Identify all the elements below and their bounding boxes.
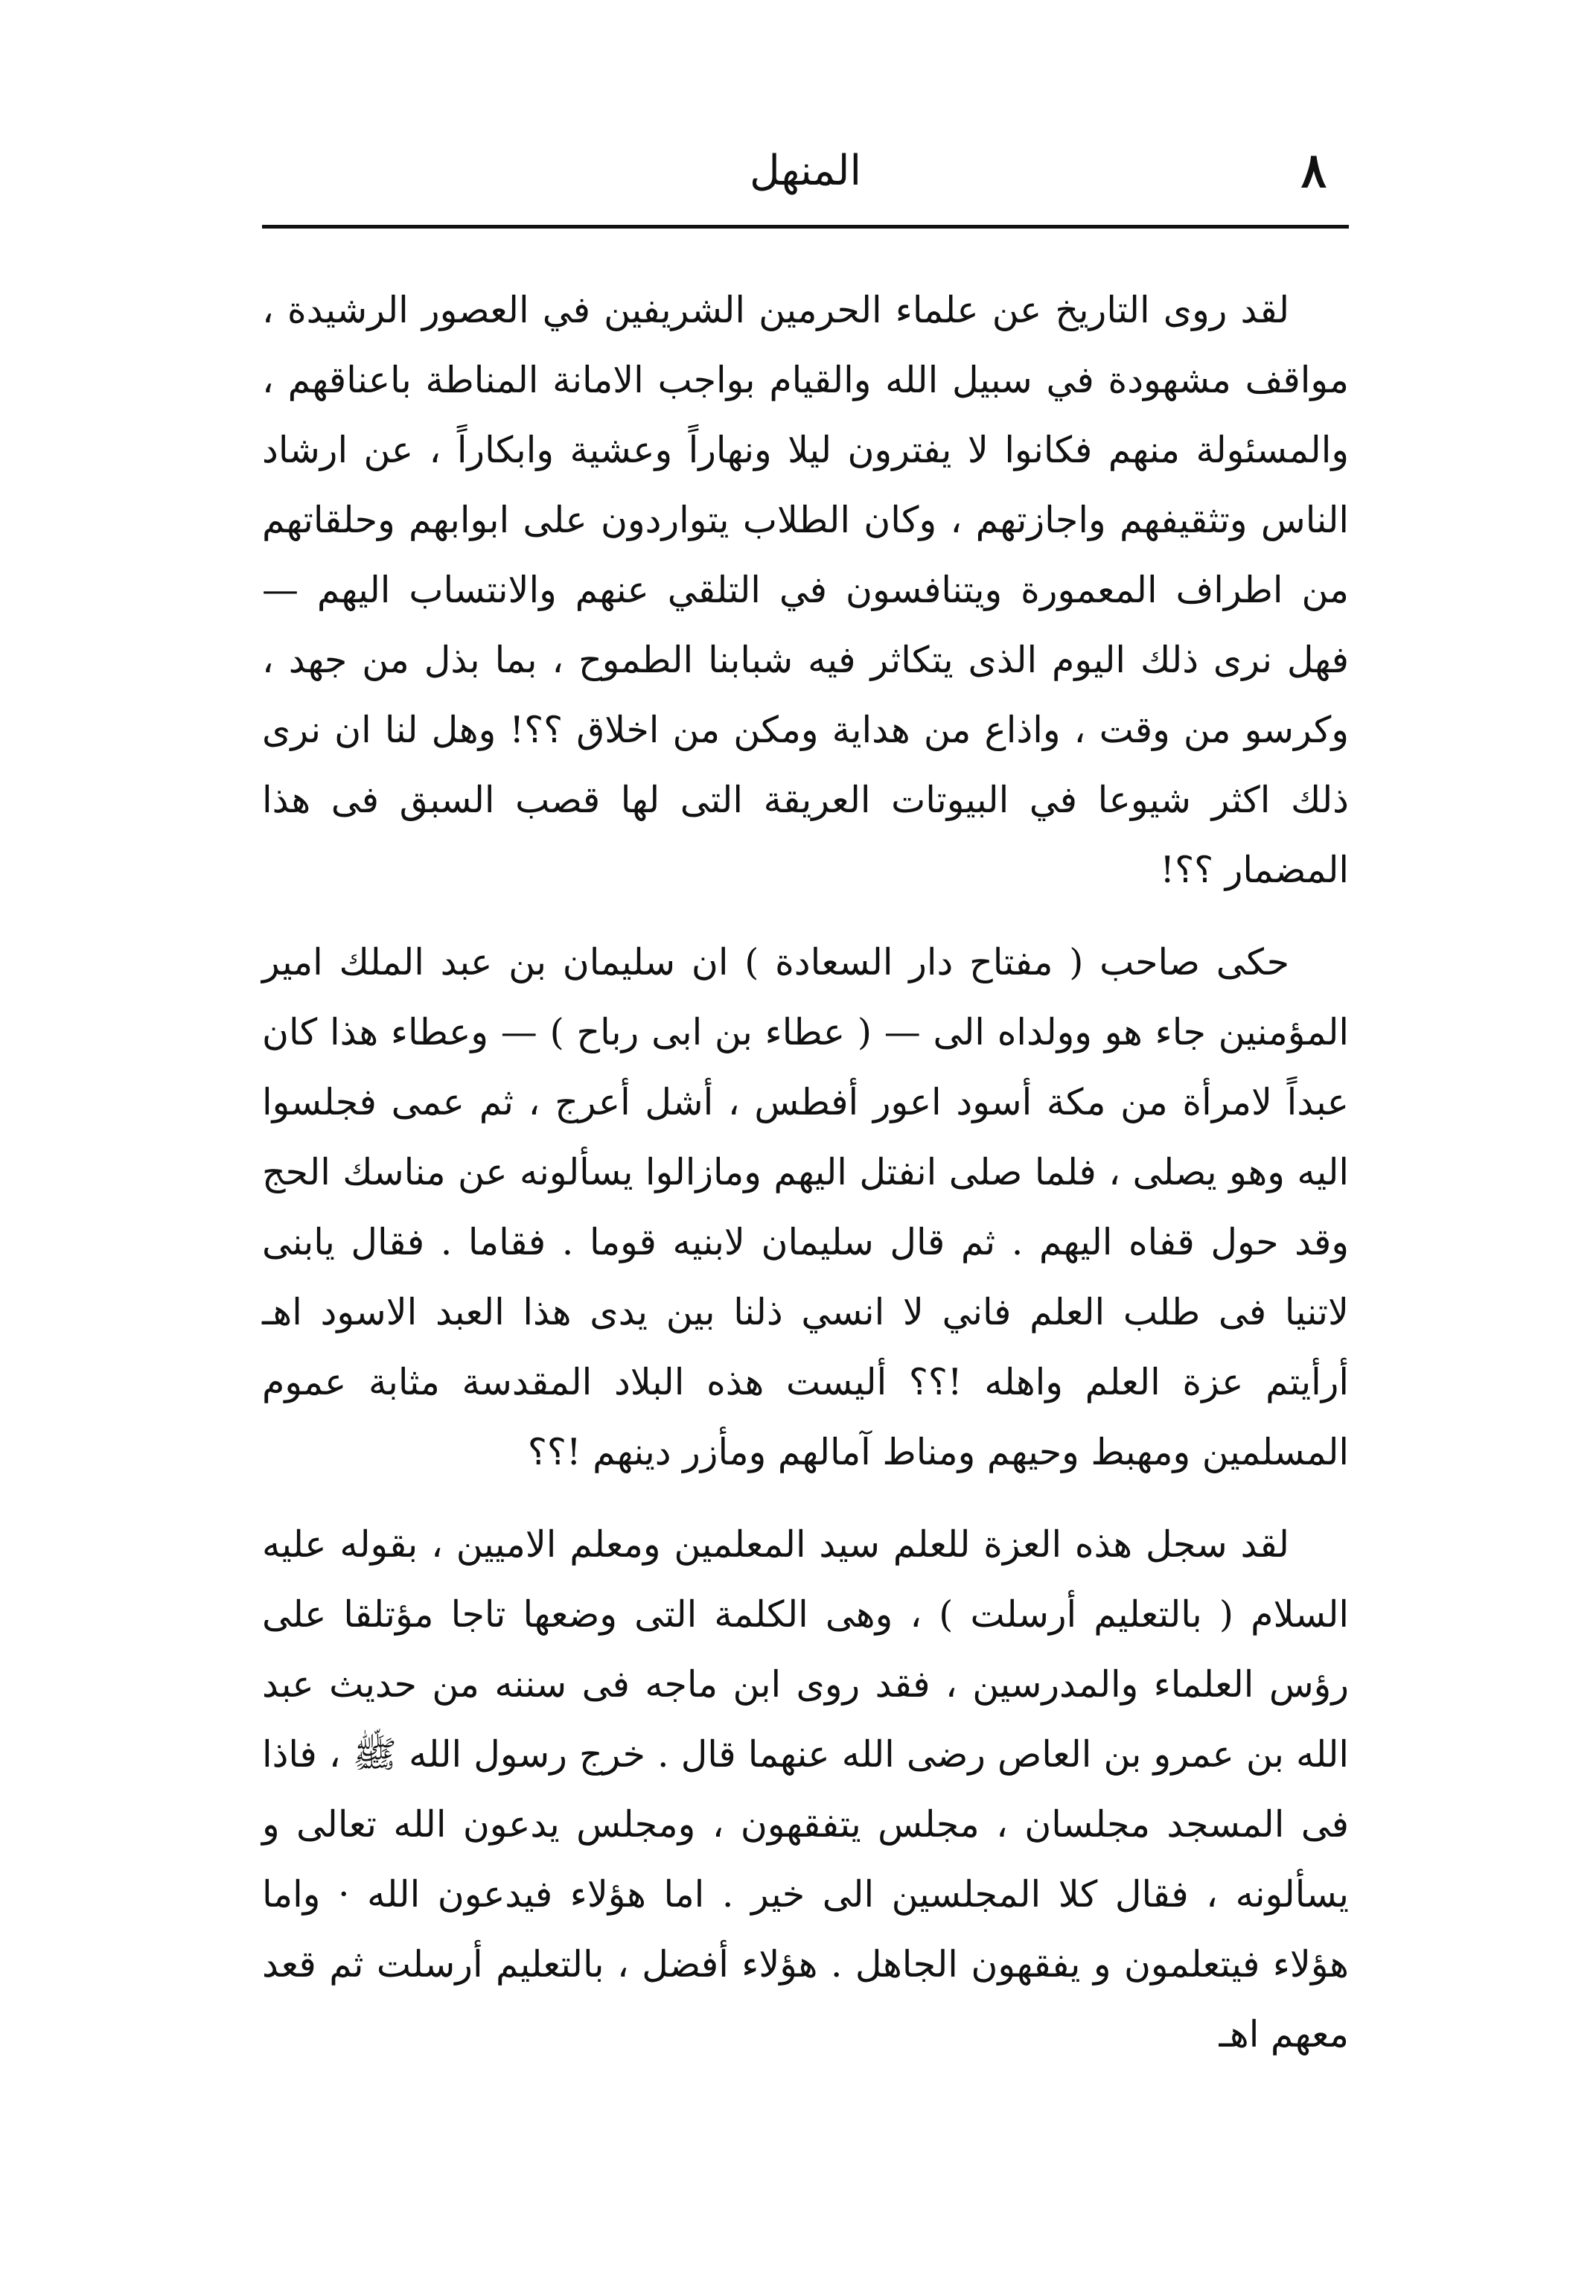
- paragraph-scholars-of-haramain: لقد روى التاريخ عن علماء الحرمين الشريفين في العصور الرشيدة ، مواقف مشهودة في سبيل الله والقيام بواجب الامانة المناطة باعناقهم ، والمسئولة منهم فكانوا لا يفترون ليلا ونهاراً وعشية وابكاراً ، عن ارشاد الناس وتثقيفهم واجازتهم ، وكان الطلاب يتواردون على ابوابهم وحلقاتهم من اطراف المعمورة ويتنافسون في التلقي عنهم والانتساب اليهم — فهل نرى ذلك اليوم الذى يتكاثر فيه شبابنا الطموح ، بما بذل من جهد ، وكرسو من وقت ، واذاع من هداية ومكن من اخلاق ؟؟! وهل لنا ان نرى ذلك اكثر شيوعا في البيوتات العريقة التى لها قصب السبق فى هذا المضمار ؟؟!: [262, 289, 1349, 891]
- page-number: ٨: [1300, 143, 1327, 199]
- running-title: المنهل: [749, 147, 862, 195]
- article-body: [262, 275, 1349, 2092]
- page-header: [262, 141, 1349, 216]
- paragraph-honor-of-teaching: لقد سجل هذه العزة للعلم سيد المعلمين ومعلم الاميين ، بقوله عليه السلام ( بالتعليم أرسلت ) ، وهى الكلمة التى وضعها تاجا مؤتلقا على رؤس العلماء والمدرسين ، فقد روى ابن ماجه فى سننه من حديث عبد الله بن عمرو بن العاص رضى الله عنهما قال . خرج رسول الله ﷺ ، فاذا فى المسجد مجلسان ، مجلس يتفقهون ، ومجلس يدعون الله تعالى و يسألونه ، فقال كلا المجلسين الى خير . اما هؤلاء فيدعون الله · واما هؤلاء فيتعلمون و يفقهون الجاهل . هؤلاء أفضل ، بالتعليم أرسلت ثم قعد معهم اهـ: [262, 1523, 1349, 2056]
- header-divider: [262, 225, 1349, 229]
- paragraph-sulayman-and-ata: حكى صاحب ( مفتاح دار السعادة ) ان سليمان بن عبد الملك امير المؤمنين جاء هو وولداه الى — ( عطاء بن ابى رباح ) — وعطاء هذا كان عبداً لامرأة من مكة أسود اعور أفطس ، أشل أعرج ، ثم عمى فجلسوا اليه وهو يصلى ، فلما صلى انفتل اليهم ومازالوا يسألونه عن مناسك الحج وقد حول قفاه اليهم . ثم قال سليمان لابنيه قوما . فقاما . فقال يابنى لاتنيا فى طلب العلم فاني لا انسي ذلنا بين يدى هذا العبد الاسود اهـ أرأيتم عزة العلم واهله !؟؟ أليست هذه البلاد المقدسة مثابة عموم المسلمين ومهبط وحيهم ومناط آمالهم ومأزر دينهم !؟؟: [262, 941, 1349, 1473]
